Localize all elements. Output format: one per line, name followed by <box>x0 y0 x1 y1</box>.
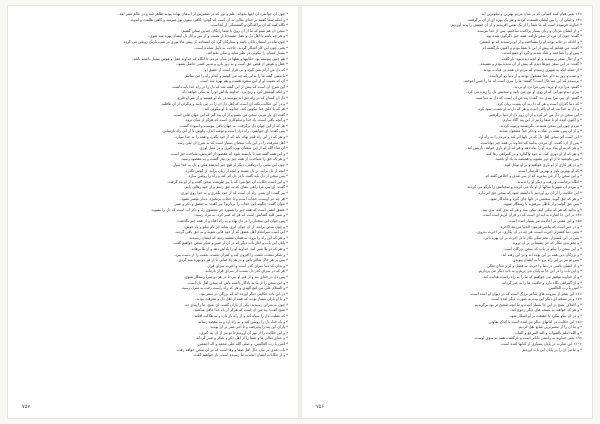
text-line: * و بزرگان دین همه بر این بوده اند و بر این رفته اند. <box>501 252 582 257</box>
text-line: * و از گمراهی نگاه دارد و عاقبت ما را به خیر گرداند. <box>500 280 582 285</box>
text-line: * که غفلت، دل را سیاه کند و از راه باز دارد و به هلاکت افکند. <box>193 314 288 319</box>
text-line: * سخن آن هم شنو که ما از آن روی با شما رایگان چندین سخن گفتیم. <box>181 28 288 33</box>
left-page <box>8 6 298 418</box>
text-line: * و از ایشان مردان و زنان بسیار پراکنده ساختیم، پس از خدا بترسید. <box>476 28 582 33</box>
text-line: * اهل معرفت را در این باب سخنان بسیار است که به شرح آن نمی رسد. <box>176 140 288 145</box>
text-line: * چون ماه در آسمان تابان باشد و ستارگان گرد آن ایستاده، از پیش ماه نوری در شب تاریک روشن می گردد. <box>122 39 288 44</box>
text-line: * و ما نیز آن را در پایان این باب آوردیم. <box>521 347 582 352</box>
text-line: «۴» در این جا اشاره به آیه ای است که در قرآن کریم آمده است. <box>482 213 582 218</box>
text-line: * که دنیا گذران است و هر که دل به آن بست، زیان کرد. <box>496 101 582 106</box>
text-line: * نگاه کنید که آن پراکندگی و گسستگی از کجاست. <box>210 23 288 28</box>
text-line: * گفت: ای پیر، مرا راهی بنمای که به حق رسم و از خود رهائی یابم. <box>184 185 288 190</box>
text-line: «۶» این شعر از سروده های شاعر بزرگ است که در دیوان او آمده است. <box>469 291 582 296</box>
text-line: * گفت ای یار عزیز، سخن من بشنو و از آن پند گیر که این جهان فانی است. <box>172 112 288 117</box>
text-line: * این حکایت را از آن رو آوردیم تا دانسته شود که سخن حق اثر دارد. <box>477 191 582 195</box>
text-line: * و یاد خدا، دل را روشن کند و به راه آرد و به مقصد رساند. <box>197 319 288 324</box>
text-line: * و این حکایت را از بهر آن آوردیم تا تو نیز از آن پند گیری. <box>199 330 288 335</box>
text-line: * و هر چه باشد با اهل دل و عقل نشیند تا از نصیب و از سر و کار دل ایشان بهره مند شوی. <box>148 34 288 39</box>
text-line: * و صبر کلید گشایش است که هر که صبر کرد، به مراد رسید. <box>194 213 288 218</box>
right-page-number: ۷۵۶ <box>316 404 325 410</box>
text-line: * و السلام علی من اتبع الهدی و هر که راه راست رفت به منزل رسید. <box>180 286 288 291</box>
text-line: * آنچه از دل برآید، بر دل نشیند و آنچه از زبان برآید، از گوش نگذرد. <box>184 168 288 173</box>
text-line: «۵» و این معنی در احادیث نیز بسیار آمده است. <box>507 218 582 223</box>
text-line: * دل آن کسان که در راه حق اند پیوسته در یاد او هستند و از غیر او فارغ. <box>176 95 288 100</box>
text-line: «۳» و لیکن آن را بین ایشان قسمت کردند و هر یک بهره ای از آن برگرفتند. <box>466 17 582 22</box>
text-line: * پس حق گوئید و از باطل بپرهیزید تا رستگار شوید. <box>502 202 582 207</box>
text-line: «۱۰» این عبارت در پایان بسیاری از کتابها آمده است. <box>500 342 582 347</box>
text-line: * و آنانکه در خانه بودند او را نشناختند و از او پرسیدند که تو کیستی. <box>478 39 582 44</box>
text-line: * و در خبر است که پیامبر فرمود: الدنیا مزرعة الاخرة. <box>499 224 582 229</box>
text-line: * و هر که از او دوری کند، به خود واگذارد و در گمراهی رها کند. <box>485 151 582 156</box>
text-line: * هم چنین پیوسته بود حکایتها و نقلها در میان مردم، تا آنگاه که خداوند عقل و هوش بسیار داشته باشد. <box>132 56 288 61</box>
text-line: * و شب و روز به ذکر خدا مشغول بودند و از دنیا رو گردانیده. <box>488 73 582 78</box>
text-line: * مردم چون این سخن شنیدند، بگریستند و توبه کردند. <box>499 123 582 128</box>
text-line: * گفتم: ای پیر، مرا پندی ده. گفت: پند من آن است که دل به دنیا مبند. <box>474 95 582 100</box>
text-line: * آمین یا رب العالمین، و صلی الله علی محمد و آله اجمعین. <box>196 342 288 347</box>
text-line: * و هر که در این راه قدم نهاد، باید که از خود بگذرد و همه را به خدا سپارد. <box>174 135 288 140</box>
text-line: * یاران این پند را پذیرفتند و تا آخر عمر بر آن بودند. <box>209 325 288 330</box>
text-line: * و بدان که دنیا سرای گذر است و آخرت سرای قرار. <box>206 263 288 268</box>
text-line: * پس سخن از دل باید گفت تا در دل اثر کند و راه را روشن سازد. <box>187 174 288 179</box>
text-line: * و از حال سفر پرسیدند و او آنچه دیده بود، باز گفت. <box>500 56 582 61</box>
text-line: * آمین یا رب العالمین. <box>547 286 582 291</box>
text-line: * شیخ گفت: پند من آن است که هرگز از یاد خدا غافل مباشید. <box>193 308 288 313</box>
left-page-text <box>18 12 288 392</box>
text-line: * و خدای تعالی ما و شما را از اهل ذکر و شکر و صبر گرداند. <box>194 336 288 341</box>
text-line: * و چون مدتی برآمد، از آن جوان اثری نماند جز نام نیکو و یاد خوش. <box>183 224 288 229</box>
text-line: * و آنکه کوشش کرد و رنج برد، خداوند پاداش او را به نیکی خواهد داد. <box>181 90 288 95</box>
text-line: * و بدانید که هر که نیکی کند، نیکی بیند و هر که بدی کند، بدی بیند. <box>480 207 582 212</box>
text-line: * و دل به خدا بند که او باقی است و هر که دل به او بست، سود کرد. <box>477 107 582 112</box>
text-line: * پس او را شناختند و شاد شدند و گرد او جمع آمدند. <box>501 51 582 56</box>
text-line: * پرسیدم که این چه حال است؟ گفتند: ما را پیری است که ما را چنین آموخته. <box>463 79 582 84</box>
text-line: * و هر که حق گوید، سخنش در دلها جای گیرد و ماندگار شود. <box>488 196 582 201</box>
text-line: * گفت: من همانم که پیش از این با شما بودم و اکنون بازگشته ام. <box>481 45 582 50</box>
text-line: * و شکر نعمت، نعمت را افزون کند و کفران نعمت، نعمت را از دست ببرد. <box>173 252 288 257</box>
text-line: * و مردم آن شهر تا سالها از او یاد می کردند و سخنانش را بازگو می کردند. <box>466 185 582 190</box>
text-line: * این است اثر سخن اهل دل که در دلها اثر کند و مردم را به راه آرد. <box>477 135 582 140</box>
text-line: * بسیار کسان را نیکوئی در نظر میآید و نیکی نمیدانند. <box>206 51 288 56</box>
text-line: * پایان این باب و آغاز باب دیگر که در آن از صبر و شکر سخن خواهیم گفت. <box>172 241 288 246</box>
text-line: * پیر گفت: ای پسر، راه آن است که از خود بگذری و به خدا روی آوری. <box>179 191 288 195</box>
text-line: * و این باب را در این جا به پایان می بریم و به باب دیگر می پردازیم. <box>477 269 582 274</box>
book-spread <box>8 6 592 418</box>
text-line: * و این سخن را از ما به یادگار داشته باش که سخن اهل دل است. <box>186 280 288 285</box>
text-line: * خداوند فرموده است که ما شما را از یک نفس آفریدیم و از آن جفتش را پدید آوردیم. <box>450 23 582 28</box>
text-line: * یعنی دنیا کشتزار آخرت است، هر چه در آن بکاری، در آخرت بدروی. <box>476 230 582 235</box>
text-line: * و تخم بدی مکار که جز پشیمانی بر آن نروید. <box>511 241 582 246</box>
text-line: * و اکنون آمده ام تا شما را نیز از این پند آگاه سازم. <box>501 118 582 123</box>
text-line: * گفتم: مرا نزد او برید. پس مرا نزد او بردند. <box>513 84 582 89</box>
right-page <box>302 6 592 418</box>
text-line: * و اینکه شما گفتید بر خدای تعالی نه آن است که گوئی: گاهی ستون نور میرسد و گاهی ظلمت و اندوه. <box>130 17 288 22</box>
text-line: * چون آن جوانمرد آن آیتها بخواند، علم و نور که در ضمیرش از آسمان نهاده بودند ظاهر شد و در عالم نشر آمد. <box>118 12 288 16</box>
text-line: * پس از آن، گفت: ای مردم، بدانید که خداوند بر همه چیز تواناست. <box>479 140 582 145</box>
text-line: * و آنچه باقی است، یاد خدا و نیکوکاری است که هرگز از میان نرود. <box>184 118 288 123</box>
text-line: * چون این معنی را دریافتی، دیگر از هیچ چیز اندیشه مکن و دل به خدا سپار. <box>172 163 288 168</box>
text-line: * و اختلاف نسخ در این جا بسیار است و ما آنچه صحیح تر بود برگزیدیم. <box>473 302 582 307</box>
text-line: * و از خداوند توفیق می خواهیم که ما را به راه راست هدایت کند. <box>482 274 582 279</box>
text-line: * و هر که این راه را برود، به همان مقصد رسد که ایشان رسیدند. <box>188 235 288 240</box>
text-line: * و از حکایات ایشان آنچه به ما رسیده است، باز خواهیم گفت. <box>192 353 288 358</box>
text-line: * هر که با خلق خدا نیکوئی کند، خداوند با او نیکوئی کند. <box>203 107 288 112</box>
text-line: * و این همه گفته شد تا دانسته شود که مقصود از آفرینش، شناخت حق است. <box>169 151 288 156</box>
text-line: * باب بعدی در بیان حال اهل صفا و وفا است که در آن سخن خواهد رفت. <box>176 347 288 352</box>
text-line: * هر که در سرای گذر دل بست، از سرای قرار بازماند. <box>204 269 288 274</box>
text-line: * از جمله آنکه به شهری رسیدم که مردم آن همه در عبادت بودند. <box>482 67 582 72</box>
text-line: * یعنی چون این کار آشکار گردید، حاجت به دلیل نمانده است. <box>194 45 288 50</box>
text-line: «۸» این حکایت در کتابهای دیگر نیز آمده است با اندک تفاوتی. <box>487 319 582 324</box>
text-line: * پس گفت: ای جوانمرد، راه دراز است و توشه اندک، بکوش تا از این راه بازنمانی. <box>161 129 288 134</box>
text-line: * و این سخن را نیکو در یاب که سخن بزرگان است. <box>503 246 582 251</box>
text-line: * جوان گفت: چگونه این حجاب را بردارم؟ پیر گفت: به عشق و ذکر و صبر. <box>173 202 288 207</box>
text-line: * و هر که خواهد، به نسخه های دیگر رجوع کند. <box>510 308 582 313</box>
text-line: * و الله اعلم بالصواب و الیه المرجع و المآب. <box>513 330 582 335</box>
text-line: «۹» یعنی خداوند به راستی داناتر است و بازگشت همه به سوی اوست. <box>473 336 582 341</box>
text-line: * پس جوان این سخنان را در دل نهاد و به راه افتاد و از همه چیز بگذشت. <box>176 218 288 223</box>
text-line: * این سخن در دل من اثر کرد و از آن روز دل از دنیا برگرفتم. <box>488 112 582 117</box>
text-line: * تا معنی گفته ما را بدانی که چه می گوئیم و کدام راه را می نمائیم. <box>183 73 288 78</box>
text-line: * و در آن نیکو بنگرد تا حقیقت بر او آشکار شود. <box>508 314 582 319</box>
left-page-number: ۷۵۷ <box>22 404 31 410</box>
text-line: «۷» و در نسخه ای دیگر این بیت به صورت دیگر آمده است. <box>490 297 582 302</box>
text-line: * که دل من آرام نمی گیرد و بی قرار است از عشق او. <box>203 67 288 72</box>
text-line: * عشق آتشی است که همه چیز را بسوزد جز معشوق را، و ذکر آب است که دل را بشوید. <box>150 207 288 212</box>
text-line: * و این سخن را از من بپذیرید که از سر صدق و اخلاص گفته ام. <box>484 174 582 179</box>
text-line: * عقل و هوش از فیض حق است و به زور بازو و تدبیر کسی حاصل نشود. <box>175 62 288 67</box>
text-line: * و در هر کاری از او یاری خواهید و بر او توکل کنید. <box>503 163 582 168</box>
text-line: * این است سرانجام اهل عشق که از خود فانی شوند و به حق باقی گردند. <box>174 230 288 235</box>
text-line: * و از آن پس، همه در عبادت و ذکر خدا مشغول شدند. <box>498 129 582 134</box>
text-line: * هر چه جز اوست، حجاب است و تا حجاب برنخیزد، دیدار میسر نشود. <box>180 196 288 201</box>
text-line: * و ما آن را از معتبرترین منابع نقل کردیم. <box>517 325 582 330</box>
text-line: * و این است حکایت آن جوانمرد که با پیر طریقت سخن گفت و از او پند گرفت. <box>167 179 288 184</box>
text-line: * هر که از این جهان دل برگرفت، به جهان باقی پیوست و آسوده گشت. <box>179 123 288 128</box>
text-line: * و از ایشان باشی در دنیا و آخرت، به فضل و کرم خدای تعالی. <box>485 263 582 268</box>
right-page-text <box>312 12 582 392</box>
text-line: * در این باب حکایتی دیگر آورده اند که بزرگی در سفر بود. <box>199 291 288 296</box>
text-line: * چون به منزلی رسیدند، یکی از یاران گفت: ای شیخ، ما را پندی ده. <box>184 302 288 307</box>
text-line: * و هر که در بلا صبر کند، خداوند او را پاداش دهد و از بلا برهاند. <box>190 246 288 251</box>
text-line: * پس در این کشتزار، تخم نیکی بکار تا در آخرت بر آن بهره یابی. <box>483 235 582 240</box>
text-line: * و هر که حق را شناخت، از همه چیز بی نیاز گشت و به مقصود رسید. <box>180 157 288 162</box>
text-line: * پیری دیدم نورانی که از روی او نور می تابید و سخنش دل را زنده می کرد. <box>466 90 582 95</box>
text-line: * آن که نصیب او از این سفره هست و هم بهره مند است. <box>199 79 288 84</box>
text-line: * پس بر هر حال شاکر باش و در هر بلا صابر، تا از هر دو بهره مند گردی. <box>177 258 288 263</box>
text-line: * و هر که به او پناه برد، او را پناه دهد و هر که از او یاری خواهد، یاریش کند. <box>466 146 582 151</box>
text-line: * گفت: در این سفر چیزها دیدم که پیش از آن ندیده بودم و نشنیده. <box>479 62 582 67</box>
text-line: * گفت: چون آن مرد از سفر بازآمد، همه چیز دگرگون شده بود. <box>485 34 582 39</box>
text-line: * آنگاه برخاست و رفت و دیگر او را ندیدند. <box>516 179 582 184</box>
text-line: * ان شاء الله که از این سخنان بهره گیری و در عمل آوری. <box>198 146 288 151</box>
text-line: * و در این حکایت نکته ای است که اهل دل آن را در می یابند و دیگران از آن غافلند. <box>160 101 288 106</box>
text-line: «۲» یعنی قیام کنند کسانی که در میان مردم بهترین و نیکوترین اند. <box>480 12 582 16</box>
text-line: * و با او یاران بسیار بودند که همه از اهل دل و معرفت بودند. <box>195 297 288 302</box>
text-line: * این شرح آن است که پیش از این گفته شد که دل را در راه خدا باید داشت. <box>171 84 288 89</box>
text-line: * که او بهترین یاور و بهترین کارساز است. <box>517 168 582 173</box>
text-line: * پس دل در خدای بند و از غیر او ببر، تا در هر دو سرا رستگار شوی. <box>183 274 288 279</box>
text-line: * پس تو نیز بر این راه برو تا به ایشان پیوندی. <box>511 258 582 263</box>
text-line: * پس بکوشید تا از او دور نشوید و همیشه به یاد او باشید. <box>494 157 582 162</box>
